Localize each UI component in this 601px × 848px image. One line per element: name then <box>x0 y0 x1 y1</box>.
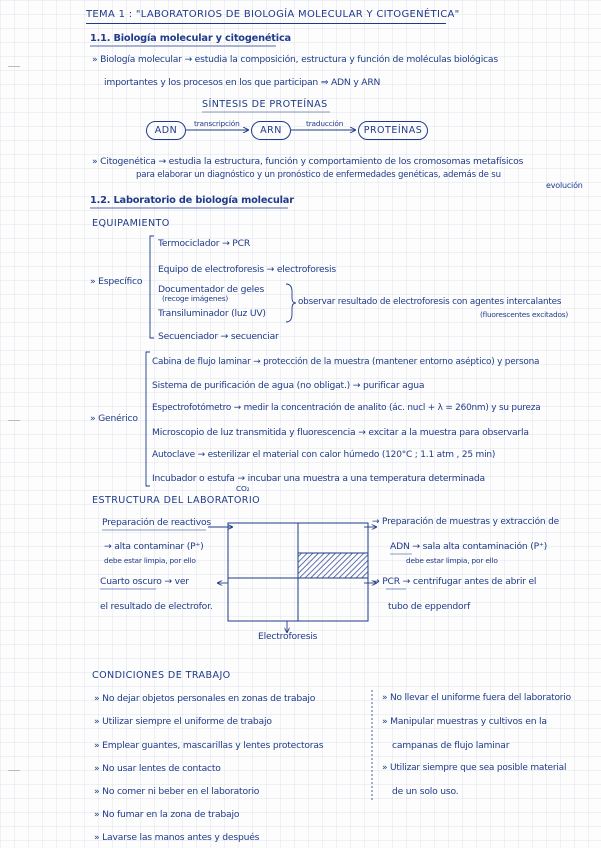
gen-item-microscopio: Microscopio de luz transmitida y fluorescencia → excitar a la muestra para observarla <box>152 427 529 438</box>
bm-line2: importantes y los procesos en los que participan ⇒ ADN y ARN <box>104 77 381 88</box>
esp-item-documentador-note: (recoge imágenes) <box>162 294 229 303</box>
cond-right-1: » No llevar el uniforme fuera del laboratorio <box>382 693 571 703</box>
cond-right-5: de un solo uso. <box>392 786 459 797</box>
co2-label: CO₂ <box>236 484 250 493</box>
cond-left-3: » Emplear guantes, mascarillas y lentes protectoras <box>94 740 324 751</box>
debe-limpia-right: debe estar limpia, por ello <box>406 556 498 565</box>
estructura-heading: ESTRUCTURA DEL LABORATORIO <box>92 495 261 506</box>
generico-bracket <box>146 352 150 486</box>
documentador-brace <box>286 284 296 322</box>
adn-sala: ADN → sala alta contaminación (P⁺) <box>390 541 548 552</box>
prep-reactivos: Preparación de reactivos <box>102 517 211 528</box>
proteinas-pill: PROTEÍNAS <box>358 121 428 140</box>
cond-right-2: » Manipular muestras y cultivos en la <box>382 716 547 727</box>
pcr-centrifugar: → PCR → centrifugar antes de abrir el <box>372 576 537 587</box>
especifico-bracket <box>150 236 154 338</box>
resultado-electrofor: el resultado de electrofor. <box>100 601 213 612</box>
bm-line1: » Biología molecular → estudia la composición, estructura y función de moléculas biológicas <box>92 54 498 65</box>
gen-item-autoclave: Autoclave → esterilizar el material con calor húmedo (120°C ; 1.1 atm , 25 min) <box>152 450 496 460</box>
especifico-label: » Específico <box>90 276 143 287</box>
cond-left-2: » Utilizar siempre el uniforme de trabajo <box>94 716 272 727</box>
esp-item-transiluminador: Transiluminador (luz UV) <box>158 308 266 319</box>
synthesis-title: SÍNTESIS DE PROTEÍNAS <box>202 99 328 110</box>
prep-muestras: → Preparación de muestras y extracción de <box>372 517 559 527</box>
adn-pill: ADN <box>146 121 186 140</box>
esp-item-documentador: Documentador de geles <box>158 284 265 295</box>
cond-left-4: » No usar lentes de contacto <box>94 763 221 774</box>
cond-left-6: » No fumar en la zona de trabajo <box>94 809 240 820</box>
tubo-eppendorf: tubo de eppendorf <box>388 601 471 612</box>
cond-right-4: » Utilizar siempre que sea posible material <box>382 763 567 773</box>
debe-limpia-left: debe estar limpia, por ello <box>104 556 196 565</box>
electroforesis-room-label: Electroforesis <box>258 631 318 642</box>
cito-line1: » Citogenética → estudia la estructura, función y comportamiento de los cromosomas metafísicos <box>92 156 524 167</box>
section-1-2-heading: 1.2. Laboratorio de biología molecular <box>90 195 294 206</box>
cond-right-3: campanas de flujo laminar <box>392 740 510 751</box>
gen-item-incubador: Incubador o estufa → incubar una muestra a una temperatura determinada <box>152 473 485 484</box>
cond-left-1: » No dejar objetos personales en zonas de trabajo <box>94 693 316 704</box>
esp-note-observar: observar resultado de electroforesis con agentes intercalantes <box>298 297 562 307</box>
cuarto-oscuro: Cuarto oscuro → ver <box>100 576 189 587</box>
hatched-area <box>298 553 368 578</box>
gen-item-cabina: Cabina de flujo laminar → protección de la muestra (mantener entorno aséptico) y persona <box>152 357 540 367</box>
traduccion-label: traducción <box>306 119 344 128</box>
generico-label: » Genérico <box>90 413 138 424</box>
esp-note-fluorescentes: (fluorescentes excitados) <box>480 310 569 319</box>
esp-item-termociclador: Termociclador → PCR <box>158 238 251 249</box>
arn-pill: ARN <box>251 121 291 140</box>
condiciones-heading: CONDICIONES DE TRABAJO <box>92 670 231 681</box>
cito-line3: evolución <box>546 181 583 190</box>
transcripcion-label: transcripción <box>194 119 240 128</box>
gen-item-espectrofotometro: Espectrofotómetro → medir la concentración de analito (ác. nucl + λ = 260nm) y su pureza <box>152 403 541 413</box>
cond-left-5: » No comer ni beber en el laboratorio <box>94 786 260 797</box>
section-1-1-heading: 1.1. Biología molecular y citogenética <box>90 33 291 44</box>
gen-item-agua: Sistema de purificación de agua (no obligat.) → purificar agua <box>152 380 425 391</box>
cito-line2: para elaborar un diagnóstico y un pronóstico de enfermedades genéticas, además de su <box>136 170 501 180</box>
alta-contaminar: → alta contaminar (P⁺) <box>104 541 204 552</box>
page-title: TEMA 1 : "LABORATORIOS DE BIOLOGÍA MOLECULAR Y CITOGENÉTICA" <box>86 9 460 20</box>
equipamiento-heading: EQUIPAMIENTO <box>92 218 170 229</box>
cond-left-7: » Lavarse las manos antes y después <box>94 832 260 843</box>
esp-item-secuenciador: Secuenciador → secuenciar <box>158 331 279 342</box>
esp-item-electroforesis: Equipo de electroforesis → electroforesis <box>158 264 336 275</box>
